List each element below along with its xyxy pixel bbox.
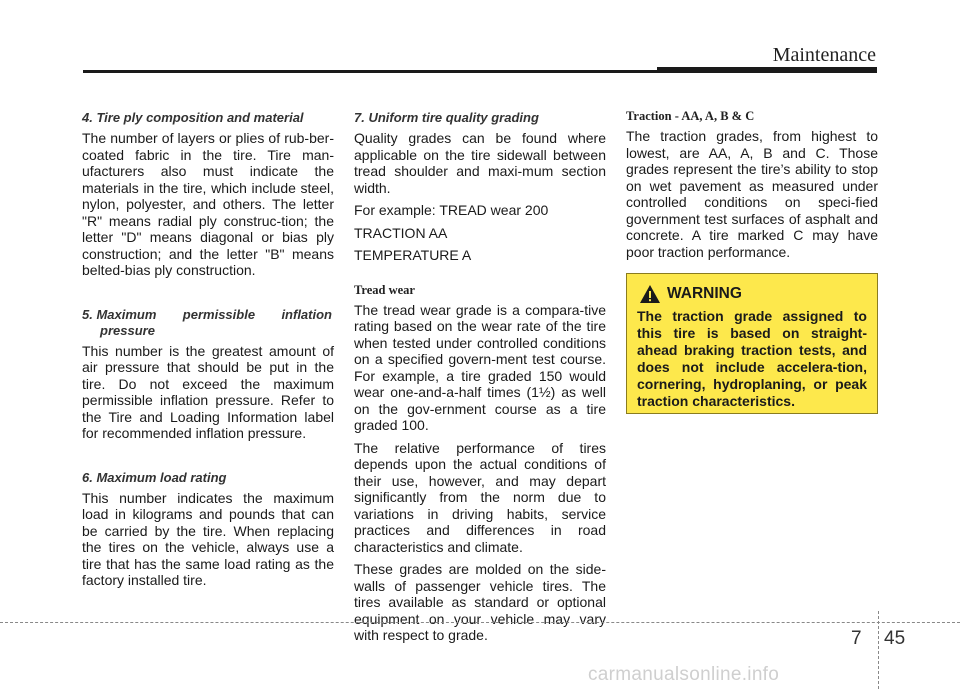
load-rating-heading: 6. Maximum load rating xyxy=(82,469,227,485)
inflation-heading-word-1: 5. Maximum xyxy=(82,306,157,322)
load-rating-text: This number indicates the maximum load in kilograms and pounds that can be carried by the tire. When replacing the tires on the vehicle, always use a tire that has the same load rating as the factory installed tire. xyxy=(82,489,334,588)
inflation-heading-word-2: permissible xyxy=(182,306,256,322)
warning-box xyxy=(626,273,878,414)
tread-wear-text-1: The tread wear grade is a compara-tive rating based on the wear rate of the tire when tested under controlled conditions on a specified govern-ment test course. For example, a tire graded 150 would wear one-and-a-half times (1½) as well on the gov-ernment course as a tire graded 100. xyxy=(354,301,606,433)
inflation-heading-word-3: inflation xyxy=(281,306,332,322)
traction-heading: Traction - AA, A, B & C xyxy=(626,109,755,123)
header-rule-accent xyxy=(657,67,877,72)
tread-wear-text-3: These grades are molded on the side-walls of passenger vehicle tires. The tires available as standard or optional equipment on your vehicle may vary with respect to grade. xyxy=(354,561,606,643)
footer-rule xyxy=(0,622,960,623)
example-traction: TRACTION AA xyxy=(354,224,448,241)
watermark: carmanualsonline.info xyxy=(588,664,780,685)
quality-grading-text: Quality grades can be found where applicable on the tire sidewall between tread shoulder and maxi-mum section width. xyxy=(354,130,606,196)
tread-wear-text-2: The relative performance of tires depends upon the actual conditions of their use, however, and may depart significantly from the norm due to variations in driving habits, service practices and differences in road characteristics and climate. xyxy=(354,439,606,555)
traction-text: The traction grades, from highest to lowest, are AA, A, B and C. Those grades represent the tire’s ability to stop on wet pavement as measured under controlled conditions on speci-fied government test surfaces of asphalt and concrete. A tire marked C may have poor traction performance. xyxy=(626,128,878,260)
page-number: 45 xyxy=(884,628,906,649)
inflation-pressure-heading xyxy=(82,307,334,339)
chapter-number: 7 xyxy=(851,628,862,649)
tire-ply-text: The number of layers or plies of rub-ber-coated fabric in the tire. Tire man-ufacturers also must indicate the materials in the tire, which include steel, nylon, polyester, and others. The letter "R" means radial ply construc-tion; the letter "D" means diagonal or bias ply construction; and the letter "B" means belted-bias ply construction. xyxy=(82,130,334,278)
warning-triangle-icon xyxy=(639,284,661,304)
section-title: Maintenance xyxy=(772,44,876,66)
inflation-pressure-text: This number is the greatest amount of air pressure that should be put in the tire. Do not exceed the maximum permissible inflation pressure. Refer to the Tire and Loading Information label for recommended inflation pressure. xyxy=(82,342,334,441)
footer-divider xyxy=(878,611,879,689)
column-3 xyxy=(626,108,878,266)
warning-text: The traction grade assigned to this tire is based on straight-ahead braking traction tests, and does not include accelera-tion, cornering, hydroplaning, or peak traction characteristics. xyxy=(637,308,867,409)
tire-ply-heading: 4. Tire ply composition and material xyxy=(82,110,304,125)
tread-wear-heading: Tread wear xyxy=(354,282,415,297)
warning-title: WARNING xyxy=(667,285,742,302)
example-temperature: TEMPERATURE A xyxy=(354,247,472,263)
column-1 xyxy=(82,108,334,595)
quality-grading-heading: 7. Uniform tire quality grading xyxy=(354,110,539,125)
example-tread: For example: TREAD wear 200 xyxy=(354,202,549,218)
inflation-heading-line-2: pressure xyxy=(100,322,155,338)
column-2 xyxy=(354,108,606,650)
